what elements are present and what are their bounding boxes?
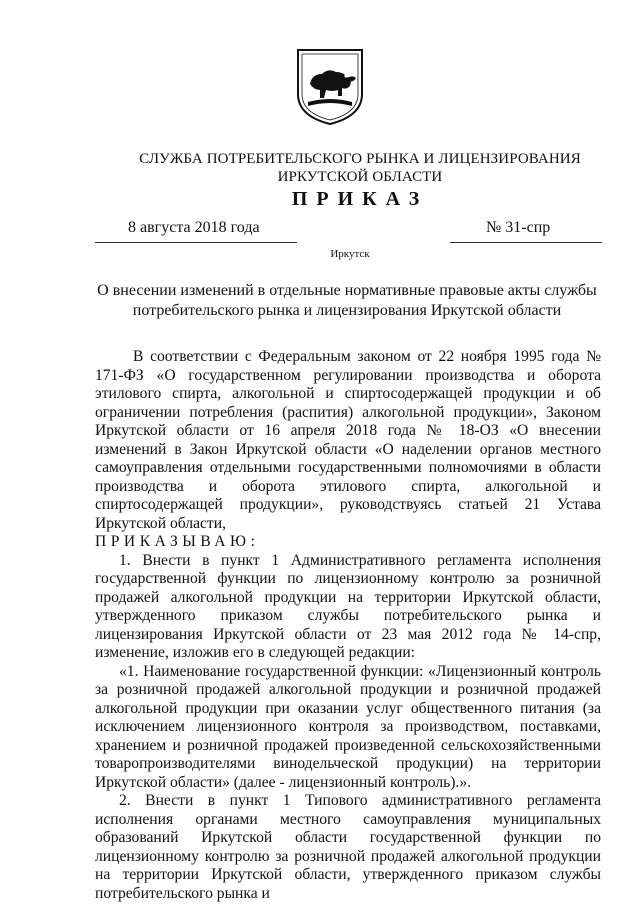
document-city: Иркутск — [330, 248, 370, 260]
document-number: № 31-спр — [486, 219, 551, 236]
document-subject: О внесении изменений в отдельные нормативные правовые акты службы потребительского рынка и лицензирования Иркутской области — [97, 282, 597, 319]
coat-of-arms-emblem — [288, 44, 372, 128]
organization-name-line1: СЛУЖБА ПОТРЕБИТЕЛЬСКОГО РЫНКА И ЛИЦЕНЗИРОВАНИЯ — [139, 151, 581, 167]
document-body — [95, 348, 601, 903]
item-1-paragraph: 1. Внести в пункт 1 Административного регламента исполнения государственной функции по лицензионному контролю за розничной продажей алкогольной продукции на территории Иркутской области, утвержденного приказом службы потребительского рынка и лицензирования Иркутской области от 23 мая 2012 года № 14-спр, изменение, изложив его в следующей редакции: — [95, 551, 601, 661]
preamble-paragraph: В соответствии с Федеральным законом от 22 ноября 1995 года № 171-ФЗ «О государственном регулировании производства и оборота этилового спирта, алкогольной и спиртосодержащей продукции и об ограничении потребления (распития) алкогольной продукции», Законом Иркутской области от 16 апреля 2018 года № 18-ОЗ «О внесении изменений в Закон Иркутской области «О наделении органов местного самоуправления отдельными государственными полномочиями в области производства и оборота этилового спирта, алкогольной и спиртосодержащей продукции», руководствуясь статьей 21 Устава Иркутской области, — [95, 348, 601, 532]
orders-heading: ПРИКАЗЫВАЮ: — [95, 533, 260, 550]
date-underline — [95, 242, 297, 243]
document-date: 8 августа 2018 года — [128, 219, 260, 236]
item-1-quote-paragraph: «1. Наименование государственной функции: «Лицензионный контроль за розничной продажей алкогольной продукции и розничной продажей алкогольной продукции при оказании услуг общественного питания (за исключением лицензионного контроля за производством, поставками, хранением и розничной продажей произведенной сельскохозяйственными товаропроизводителями винодельческой продукции) на территории Иркутской области» (далее - лицензионный контроль).». — [95, 662, 601, 791]
number-underline — [450, 242, 602, 243]
organization-name-line2: ИРКУТСКОЙ ОБЛАСТИ — [277, 169, 443, 185]
item-2-paragraph: 2. Внести в пункт 1 Типового административного регламента исполнения органами местного самоуправления муниципальных образований Иркутской области государственной функции по лицензионному контролю за розничной продажей алкогольной продукции на территории Иркутской области, утвержденного приказом службы потребительского рынка и — [95, 792, 601, 902]
document-type-title: ПРИКАЗ — [291, 188, 429, 210]
